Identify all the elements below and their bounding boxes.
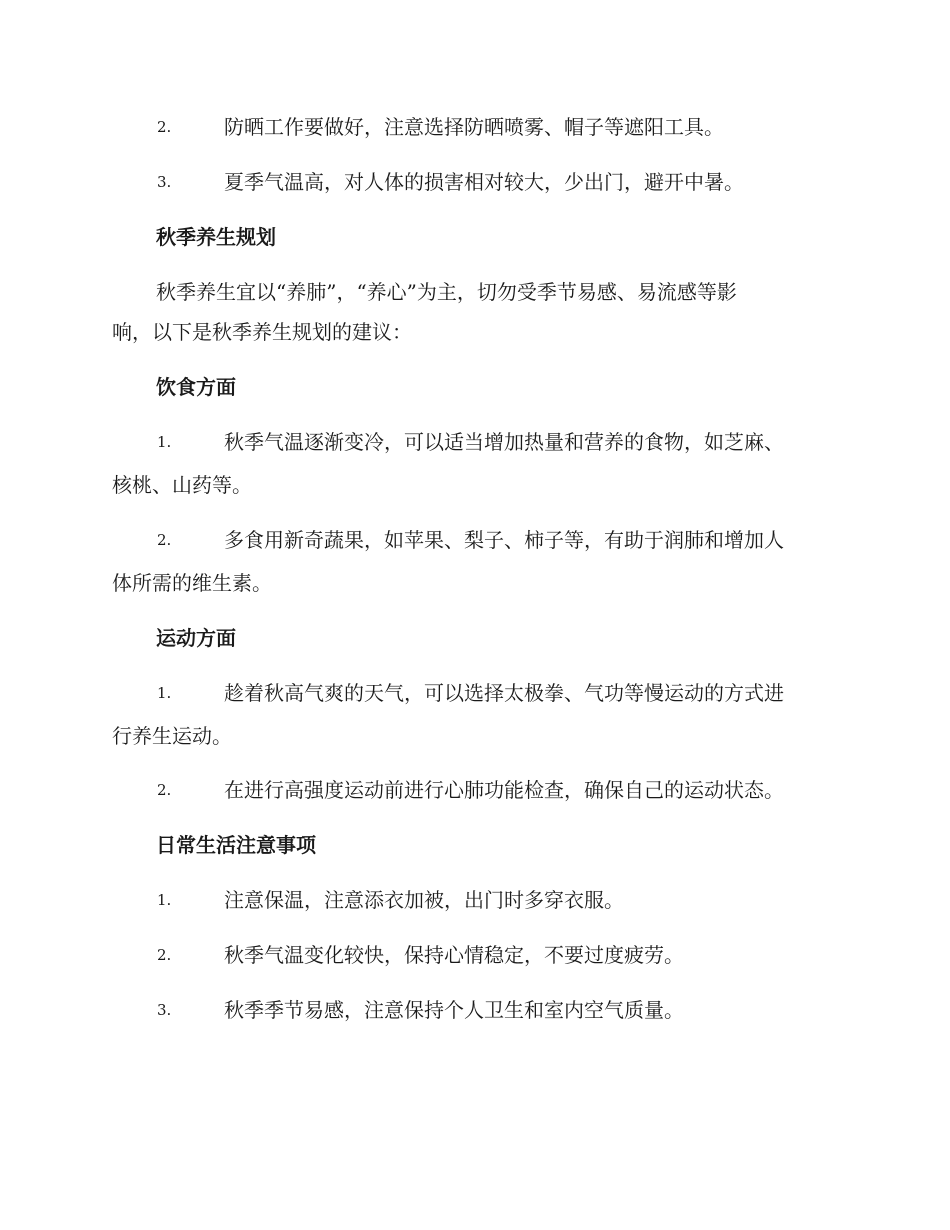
list-number: 2. — [157, 118, 172, 136]
list-text: 核桃、山药等。 — [112, 473, 252, 497]
list-text: 行养生运动。 — [112, 724, 232, 748]
list-text: 秋季气温变化较快，保持心情稳定，不要过度疲劳。 — [224, 943, 684, 967]
list-number: 1. — [157, 891, 172, 909]
list-number: 2. — [157, 531, 172, 549]
paragraph-line: 秋季养生宜以“养肺”，“养心”为主，切勿受季节易感、易流感等影 — [156, 280, 737, 304]
list-text: 秋季气温逐渐变冷，可以适当增加热量和营养的食物，如芝麻、 — [224, 430, 784, 454]
intro-paragraph — [112, 272, 836, 352]
paragraph-line: 响，以下是秋季养生规划的建议： — [112, 320, 412, 344]
list-text: 趁着秋高气爽的天气，可以选择太极拳、气功等慢运动的方式进 — [224, 681, 784, 705]
list-number: 2. — [157, 946, 172, 964]
section-heading-exercise: 运动方面 — [156, 626, 236, 650]
list-text: 防晒工作要做好，注意选择防晒喷雾、帽子等遮阳工具。 — [224, 115, 724, 139]
list-text: 夏季气温高，对人体的损害相对较大，少出门，避开中暑。 — [224, 170, 744, 194]
list-text: 秋季季节易感，注意保持个人卫生和室内空气质量。 — [224, 998, 684, 1022]
list-number: 3. — [157, 1001, 172, 1019]
section-heading-daily: 日常生活注意事项 — [156, 833, 316, 857]
section-heading-diet: 饮食方面 — [156, 375, 236, 399]
list-number: 1. — [157, 433, 172, 451]
list-text: 多食用新奇蔬果，如苹果、梨子、柿子等，有助于润肺和增加人 — [224, 528, 784, 552]
list-text: 体所需的维生素。 — [112, 571, 272, 595]
list-number: 1. — [157, 684, 172, 702]
list-text: 注意保温，注意添衣加被，出门时多穿衣服。 — [224, 888, 624, 912]
list-text: 在进行高强度运动前进行心肺功能检查，确保自己的运动状态。 — [224, 778, 784, 802]
list-number: 3. — [157, 173, 172, 191]
list-number: 2. — [157, 781, 172, 799]
section-heading-autumn: 秋季养生规划 — [156, 225, 276, 249]
